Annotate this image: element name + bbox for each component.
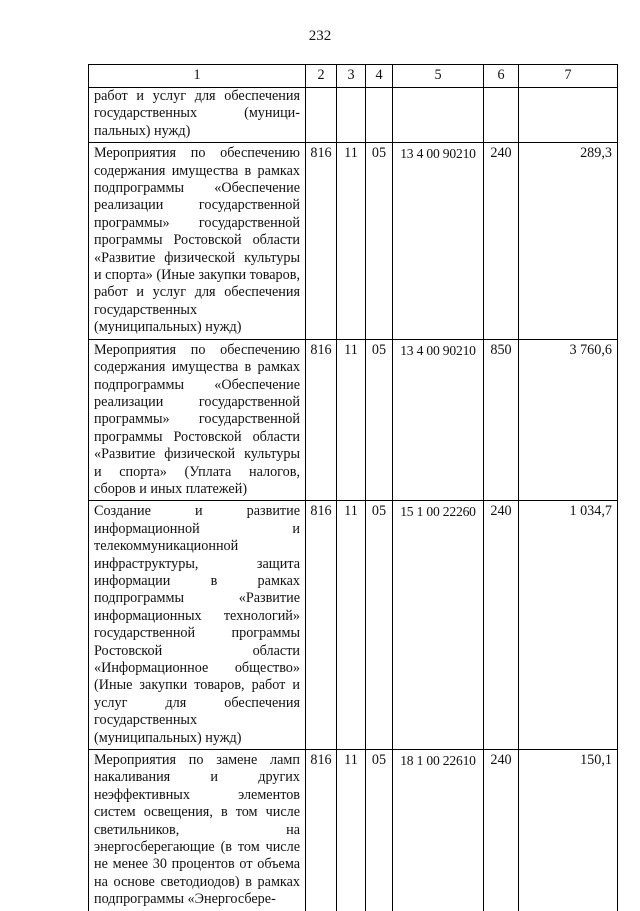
table-row — [89, 750, 618, 911]
row-target-article: 15 1 00 22260 — [393, 501, 484, 750]
table-row — [89, 339, 618, 501]
row-section: 11 — [337, 501, 366, 750]
row-section: 11 — [337, 143, 366, 339]
row-section: 11 — [337, 750, 366, 911]
column-header-subsection: 4 — [366, 65, 393, 88]
table-row-continued — [89, 88, 618, 143]
table-row — [89, 143, 618, 339]
row-amount: 289,3 — [519, 143, 618, 339]
row-amount: 150,1 — [519, 750, 618, 911]
row-expense-type: 240 — [484, 143, 519, 339]
column-header-amount: 7 — [519, 65, 618, 88]
row-subsection: 05 — [366, 750, 393, 911]
row-description: Мероприятия по обеспечению содержания имущества в рамках подпрограммы «Обеспечение реализации государственной программы» государственной программы Ростовской области «Развитие физической культуры и спорта» (Иные закупки товаров, работ и услуг для обеспечения государственных (муниципальных) нужд) — [89, 143, 306, 339]
budget-table — [88, 64, 618, 911]
row-amount: 1 034,7 — [519, 501, 618, 750]
row-target-article: 13 4 00 90210 — [393, 339, 484, 501]
continued-description: работ и услуг для обеспечения государственных (муници-пальных) нужд) — [89, 88, 306, 143]
table-row — [89, 501, 618, 750]
row-ministry: 816 — [306, 501, 337, 750]
row-ministry: 816 — [306, 750, 337, 911]
row-ministry: 816 — [306, 143, 337, 339]
column-header-target-article: 5 — [393, 65, 484, 88]
column-header-description: 1 — [89, 65, 306, 88]
row-description: Мероприятия по обеспечению содержания имущества в рамках подпрограммы «Обеспечение реализации государственной программы» государственной программы Ростовской области «Развитие физической культуры и спорта» (Уплата налогов, сборов и иных платежей) — [89, 339, 306, 501]
row-description: Создание и развитие информационной и телекоммуникационной инфраструктуры, защита информации в рамках подпрограммы «Развитие информационных технологий» государственной программы Ростовской области «Информационное общество» (Иные закупки товаров, работ и услуг для обеспечения государственных (муниципальных) нужд) — [89, 501, 306, 750]
row-amount: 3 760,6 — [519, 339, 618, 501]
row-ministry: 816 — [306, 339, 337, 501]
row-expense-type: 240 — [484, 750, 519, 911]
row-description: Мероприятия по замене ламп накаливания и других неэффективных элементов систем освещения, в том числе светильников, на энергосберегающие (в том числе не менее 30 процентов от объема на основе светодиодов) в рамках подпрограммы «Энергосбере- — [89, 750, 306, 911]
page-number: 232 — [308, 28, 332, 44]
row-subsection: 05 — [366, 339, 393, 501]
row-expense-type: 240 — [484, 501, 519, 750]
row-section: 11 — [337, 339, 366, 501]
row-target-article: 13 4 00 90210 — [393, 143, 484, 339]
row-subsection: 05 — [366, 501, 393, 750]
column-header-ministry: 2 — [306, 65, 337, 88]
column-header-section: 3 — [337, 65, 366, 88]
column-header-expense-type: 6 — [484, 65, 519, 88]
row-subsection: 05 — [366, 143, 393, 339]
row-expense-type: 850 — [484, 339, 519, 501]
header-row — [89, 65, 618, 88]
row-target-article: 18 1 00 22610 — [393, 750, 484, 911]
